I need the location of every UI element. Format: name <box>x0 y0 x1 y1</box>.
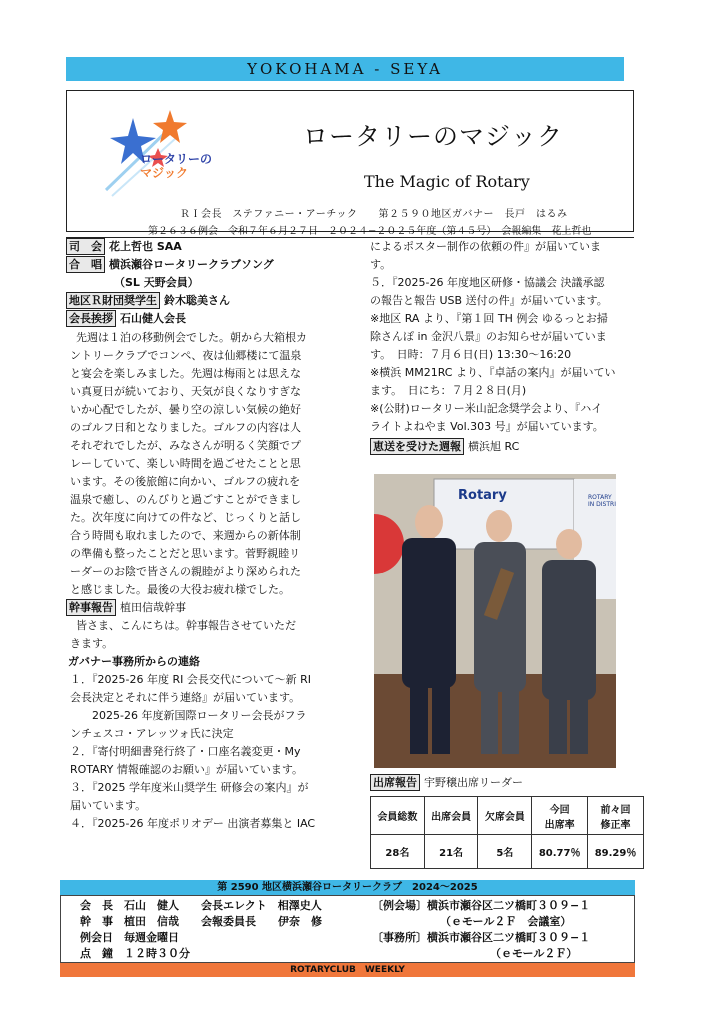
attendance-header-cell: 会員総数 <box>371 797 425 835</box>
attendance-value-cell: 21名 <box>424 835 478 869</box>
text-line: す。 日時：７月６日(日) 13:30〜16:20 <box>370 348 572 361</box>
footer-weekly-band: ROTARYCLUB WEEKLY <box>60 963 635 977</box>
attendance-value-cell: 5名 <box>478 835 532 869</box>
text-line: ます。 日にち：７月２８日(月) <box>370 384 527 397</box>
left-column <box>66 238 360 833</box>
role-value: 鈴木聡美さん <box>164 294 230 307</box>
attendance-header-cell: 前々回 修正率 <box>588 797 644 835</box>
text-line: 皆さま、こんにちは。幹事報告させていただ <box>76 619 296 632</box>
role-value: 石山健人会長 <box>120 312 186 325</box>
text-line: 除さんぽ in 金沢八景』のお知らせが届いていま <box>370 330 607 343</box>
banner-right-text: ROTARY IN DISTRI <box>588 494 616 508</box>
text-line: ROTARY 情報確認のお願い』が届いています。 <box>70 763 303 776</box>
club-name-band: YOKOHAMA - SEYA <box>66 57 624 81</box>
text-line: と宴会を楽しみました。先週は梅雨とは思えな <box>70 367 301 380</box>
exchange-row <box>370 438 632 456</box>
right-column <box>370 238 632 456</box>
role-row <box>66 310 360 328</box>
newsletter-title: ロータリーのマジック <box>303 122 564 151</box>
text-line: １．『2025-26 年度 RI 会長交代について〜新 RI <box>70 673 312 686</box>
secretary-text <box>66 617 360 653</box>
logo-text-line1: ロータリーの <box>140 152 213 166</box>
footer-office: 〔事務所〕横浜市瀬谷区二ツ橋町３０９−１ <box>372 931 591 944</box>
attendance-header-cell: 出席会員 <box>424 797 478 835</box>
logo-text <box>140 152 212 180</box>
footer-venue: 〔例会場〕横浜市瀬谷区二ツ橋町３０９−１ <box>372 899 591 912</box>
governor-heading: ガバナー事務所からの連絡 <box>68 655 200 668</box>
text-line: ２．『寄付明細書発行終了・口座名義変更・My <box>70 745 301 758</box>
person-head <box>415 505 443 539</box>
attendance-value-cell: 28名 <box>371 835 425 869</box>
text-line: ５．『2025-26 年度地区研修・協議会 決議承認 <box>370 276 605 289</box>
photo-illustration <box>374 474 616 768</box>
role-label: 会長挨拶 <box>66 310 116 327</box>
attendance-header-cell: 欠席会員 <box>478 797 532 835</box>
person-head <box>486 510 512 542</box>
role-label: 司 会 <box>66 238 105 255</box>
attendance-value-cell: 89.29％ <box>588 835 644 869</box>
text-line: 会長決定とそれに伴う連絡』が届いています。 <box>70 691 301 704</box>
secretary-name: 植田信哉幹事 <box>120 601 186 614</box>
text-line: ※横浜 MM21RC より、『卓話の案内』が届いてい <box>370 366 616 379</box>
exchange-value: 横浜旭 RC <box>468 440 520 453</box>
role-value: 横浜瀬谷ロータリークラブソング <box>109 258 274 271</box>
governor-notices <box>66 671 360 833</box>
attendance-header <box>370 774 632 792</box>
attendance-value-cell: 80.77％ <box>532 835 588 869</box>
text-line: の報告と報告 USB 送付の件』が届いています。 <box>370 294 608 307</box>
attendance-table <box>370 796 644 869</box>
attendance-header-cell: 今回 出席率 <box>532 797 588 835</box>
footer-meeting-day: 例会日 毎週金曜日 <box>80 931 179 944</box>
person-body <box>542 560 596 700</box>
footer-secretary: 幹 事 植田 信哉 会報委員長 伊奈 修 <box>80 915 322 928</box>
role-value: 花上哲也 SAA <box>109 240 182 253</box>
role-value: （SL 天野会員） <box>114 276 199 289</box>
attendance-label: 出席報告 <box>370 774 420 791</box>
text-line: 合う時間も取れましたので、来週からの新体制 <box>70 529 301 542</box>
text-line: ３．『2025 学年度米山奨学生 研修会の案内』が <box>70 781 309 794</box>
role-row <box>66 292 360 310</box>
text-line: と感じました。最後の大役お疲れ様でした。 <box>70 583 290 596</box>
person-body <box>474 542 526 692</box>
attendance-leader: 宇野穣出席リーダー <box>424 776 523 789</box>
text-line: いか心配でしたが、曇り空の涼しい気候の絶好 <box>70 403 301 416</box>
footer-president: 会 長 石山 健人 会長エレクト 相澤史人 <box>80 899 322 912</box>
person-head <box>556 529 582 559</box>
role-row <box>66 238 360 256</box>
secretary-row <box>66 599 360 617</box>
footer-venue-room: （ｅモール２Ｆ 会議室） <box>440 915 572 928</box>
newsletter-subtitle: The Magic of Rotary <box>364 172 530 191</box>
text-line: います。その後旅館に向かい、ゴルフの疲れを <box>70 475 301 488</box>
role-label: 合 唱 <box>66 256 105 273</box>
text-line: た。次年度に向けての件など、じっくりと話し <box>70 511 301 524</box>
role-row <box>66 256 360 274</box>
text-line: ンチェスコ・アレッツォ氏に決定 <box>70 727 234 740</box>
officers-line: ＲＩ会長 ステファニー・アーチック 第２５９０地区ガバナー 長戸 はるみ <box>180 209 568 220</box>
role-row <box>66 274 360 292</box>
text-line: 届いています。 <box>70 799 147 812</box>
text-line: の準備も整ったことだと思います。菅野親睦リ <box>70 547 301 560</box>
greeting-text <box>66 329 360 599</box>
text-line: ※地区 RA より、『第１回 TH 例会 ゆるっとお掃 <box>370 312 608 325</box>
meeting-info-line: 第２６３６例会 令和７年６月２７日 ２０２４−２０２５年度（第４５号） 会報編集 花上哲也 <box>148 226 592 237</box>
text-line: 先週は１泊の移動例会でした。朝から大箱根カ <box>76 331 307 344</box>
text-line: それぞれでしたが、みなさんが明るく笑顔でプ <box>70 439 301 452</box>
footer-office-room: （ｅモール２Ｆ） <box>490 947 578 960</box>
text-line: ーダーのお陰で皆さんの親睦がより深められた <box>70 565 301 578</box>
banner-text: Rotary <box>458 488 507 503</box>
text-line: ４．『2025-26 年度ポリオデー 出演者募集と IAC <box>70 817 316 830</box>
text-line: 2025-26 年度新国際ロータリー会長がフラ <box>70 709 307 722</box>
text-line: ントリークラブでコンペ、夜は仙郷楼にて温泉 <box>70 349 302 362</box>
group-photo <box>374 474 616 768</box>
text-line: ※(公財)ロータリー米山記念奨学会より、『ハイ <box>370 402 603 415</box>
text-line: のゴルフ日和となりました。ゴルフの内容は人 <box>70 421 301 434</box>
logo-text-line2: マジック <box>140 166 189 180</box>
role-label: 地区Ｒ財団奨学生 <box>66 292 160 309</box>
text-line: レーしていて、楽しい時間を過ごせたことと思 <box>70 457 301 470</box>
footer-club-band: 第 2590 地区横浜瀬谷ロータリークラブ 2024〜2025 <box>60 880 635 895</box>
text-line: ライトよねやま Vol.303 号』が届いています。 <box>370 420 604 433</box>
text-line: によるポスター制作の依頼の件』が届いていま <box>370 240 601 253</box>
secretary-label: 幹事報告 <box>66 599 116 616</box>
footer-bell-time: 点 鐘 １２時３０分 <box>80 947 190 960</box>
text-line: きます。 <box>70 637 114 650</box>
text-line: す。 <box>370 258 392 271</box>
text-line: い真夏日が続いており、天気が良くなりすぎな <box>70 385 301 398</box>
exchange-label: 恵送を受けた週報 <box>370 438 464 455</box>
person-body <box>402 538 456 688</box>
text-line: 温泉で癒し、のんびりと過ごすことができまし <box>70 493 301 506</box>
